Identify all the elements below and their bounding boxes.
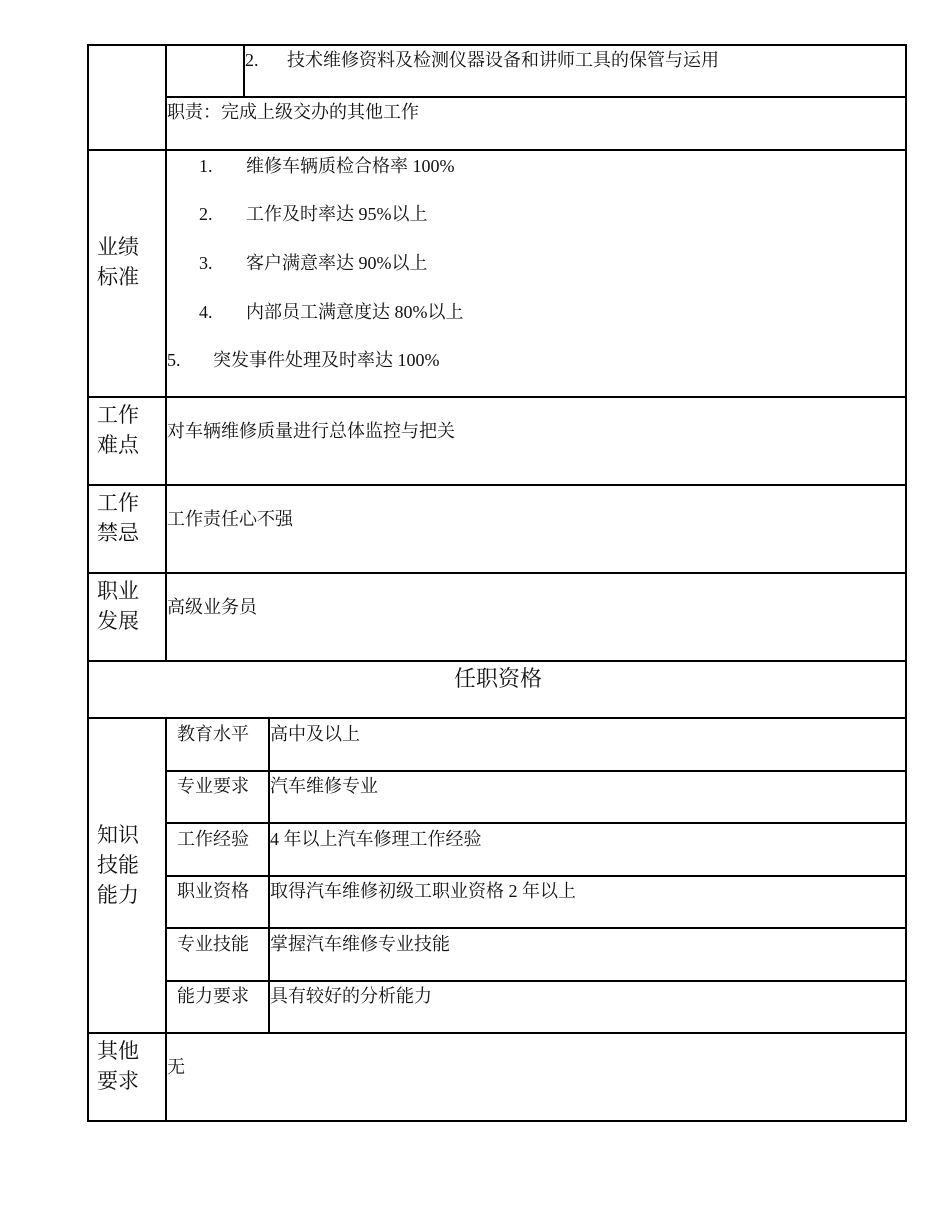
- performance-item-number: 4.: [199, 302, 213, 322]
- difficulty-label: 工作难点: [97, 403, 139, 457]
- table-border-bottom: [87, 1120, 907, 1122]
- row-divider: [166, 980, 907, 982]
- row-divider: [166, 822, 907, 824]
- qualification-row-value: 具有较好的分析能力: [270, 986, 432, 1006]
- other-duty-text: 职责：完成上级交办的其他工作: [167, 102, 419, 122]
- performance-item-text: 维修车辆质检合格率 100%: [246, 156, 455, 176]
- performance-label: 业绩标准: [97, 235, 139, 289]
- qualification-row-value: 4 年以上汽车修理工作经验: [270, 829, 482, 849]
- row-divider: [166, 927, 907, 929]
- qualification-row-value: 汽车维修专业: [270, 776, 378, 796]
- row-divider: [87, 717, 907, 719]
- career-label: 职业发展: [97, 579, 139, 633]
- performance-item-text: 内部员工满意度达 80%以上: [246, 302, 464, 322]
- other-requirements-value: 无: [167, 1057, 185, 1077]
- qualification-title: 任职资格: [453, 666, 542, 691]
- qualification-row-value: 掌握汽车维修专业技能: [270, 934, 450, 954]
- performance-item-number: 5.: [167, 350, 181, 370]
- taboo-label: 工作禁忌: [97, 491, 139, 545]
- performance-item-number: 2.: [199, 204, 213, 224]
- qualification-row-value: 高中及以上: [270, 724, 360, 744]
- table-border-left: [87, 44, 89, 1122]
- performance-item-text: 客户满意率达 90%以上: [246, 253, 428, 273]
- qualification-row-name: 能力要求: [177, 986, 249, 1006]
- row-divider: [166, 770, 907, 772]
- qualification-row-name: 专业要求: [177, 776, 249, 796]
- row-divider: [166, 96, 907, 98]
- row-divider: [87, 149, 907, 151]
- qualification-label: 知识技能能力: [97, 823, 139, 907]
- row-divider: [87, 1032, 907, 1034]
- career-value: 高级业务员: [167, 597, 257, 617]
- row-divider: [87, 572, 907, 574]
- performance-item-text: 突发事件处理及时率达 100%: [213, 350, 440, 370]
- performance-item-number: 1.: [199, 156, 213, 176]
- row-divider: [87, 396, 907, 398]
- duty-item-number: 2.: [245, 50, 259, 70]
- row-divider: [166, 875, 907, 877]
- difficulty-value: 对车辆维修质量进行总体监控与把关: [167, 421, 455, 441]
- qualification-row-value: 取得汽车维修初级工职业资格 2 年以上: [270, 881, 576, 901]
- qualification-row-name: 工作经验: [177, 829, 249, 849]
- qualification-row-name: 专业技能: [177, 934, 249, 954]
- qualification-row-name: 职业资格: [177, 881, 249, 901]
- duty-item-text: 技术维修资料及检测仪器设备和讲师工具的保管与运用: [287, 50, 719, 70]
- performance-item-number: 3.: [199, 253, 213, 273]
- row-divider: [87, 484, 907, 486]
- table-border-right: [905, 44, 907, 1122]
- performance-item-text: 工作及时率达 95%以上: [246, 204, 428, 224]
- other-requirements-label: 其他要求: [97, 1039, 139, 1093]
- row-divider: [87, 660, 907, 662]
- table-border-top: [87, 44, 907, 46]
- taboo-value: 工作责任心不强: [167, 509, 293, 529]
- qualification-row-name: 教育水平: [177, 724, 249, 744]
